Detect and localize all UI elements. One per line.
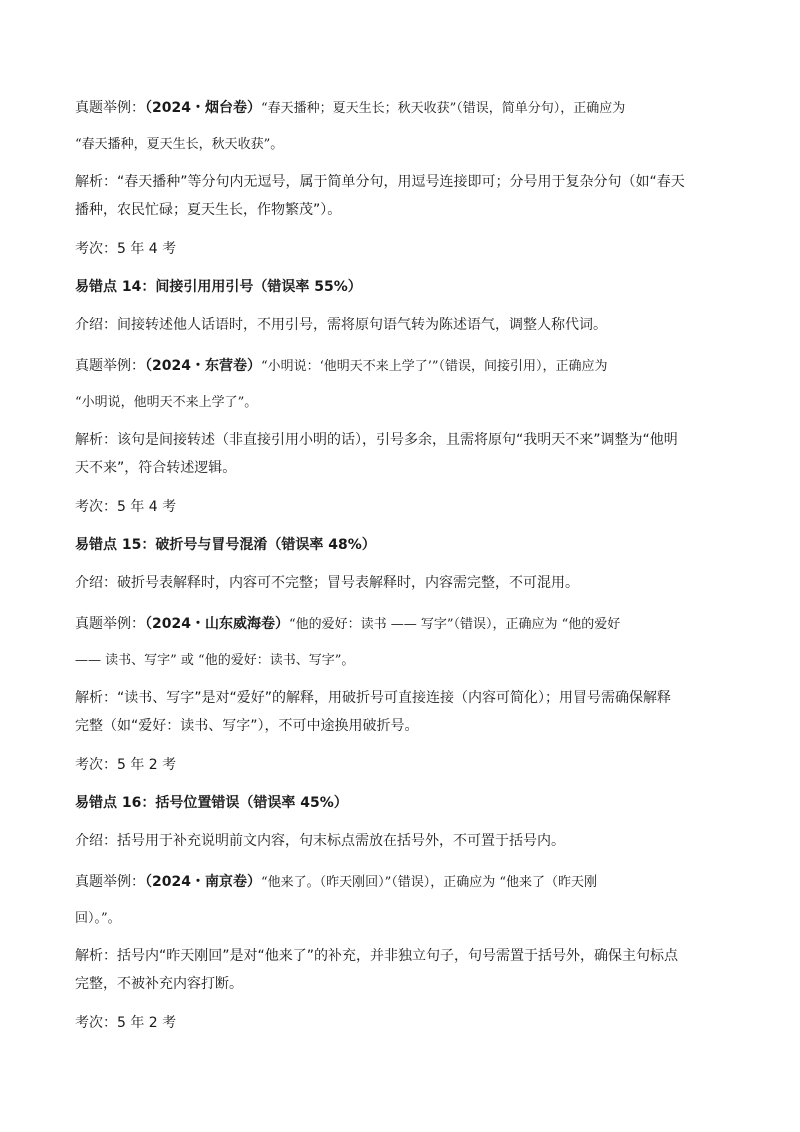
intro-line: 介绍：破折号表解释时，内容可不完整；冒号表解释时，内容需完整，不可混用。 (75, 575, 579, 591)
example-prefix: 真题举例： (75, 100, 145, 116)
error-point-heading: 易错点 15：破折号与冒号混淆（错误率 48%） (75, 537, 376, 553)
example-source: （2024・烟台卷） (145, 100, 261, 116)
frequency-line: 考次：5 年 2 考 (75, 757, 177, 773)
example-text-cont: 回）。”。 (75, 911, 121, 926)
example-text: “春天播种；夏天生长；秋天收获”（错误，简单分句），正确应为 (260, 101, 626, 116)
example-text: “他的爱好：读书 —— 写字”（错误），正确应为 “他的爱好 (288, 617, 621, 632)
example-text: “他来了。（昨天刚回）”（错误），正确应为 “他来了（昨天刚 (260, 875, 598, 890)
frequency-line: 考次：5 年 4 考 (75, 499, 177, 515)
example-prefix: 真题举例： (75, 874, 145, 890)
analysis-line: 解析：“读书、写字”是对“爱好”的解释，用破折号可直接连接（内容可简化）；用冒号需确保解释 (75, 690, 672, 706)
intro-line: 介绍：括号用于补充说明前文内容，句末标点需放在括号外，不可置于括号内。 (75, 833, 565, 849)
example-line (75, 614, 735, 635)
frequency-line: 考次：5 年 4 考 (75, 241, 177, 257)
intro-line: 介绍：间接转述他人话语时，不用引号，需将原句语气转为陈述语气，调整人称代词。 (75, 317, 607, 333)
example-prefix: 真题举例： (75, 616, 145, 632)
error-point-heading: 易错点 16：括号位置错误（错误率 45%） (75, 795, 348, 811)
example-prefix: 真题举例： (75, 358, 145, 374)
analysis-line-cont: 完整（如“爱好：读书、写字”），不可中途换用破折号。 (75, 718, 419, 734)
analysis-line: 解析：该句是间接转述（非直接引用小明的话），引号多余，且需将原句“我明天不来”调整为“他明 (75, 432, 678, 448)
example-line (75, 872, 735, 893)
analysis-line-cont: 完整，不被补充内容打断。 (75, 976, 243, 992)
example-text-cont: —— 读书、写字” 或 “他的爱好：读书、写字”。 (75, 653, 355, 668)
example-source: （2024・东营卷） (145, 358, 261, 374)
example-text-cont: “春天播种，夏天生长，秋天收获”。 (75, 137, 284, 152)
example-source: （2024・南京卷） (145, 874, 261, 890)
example-line (75, 98, 735, 119)
analysis-line-cont: 播种，农民忙碌；夏天生长，作物繁茂”）。 (75, 202, 342, 218)
example-text: “小明说：‘他明天不来上学了’”（错误，间接引用），正确应为 (260, 359, 608, 374)
analysis-line: 解析：“春天播种”等分句内无逗号，属于简单分句，用逗号连接即可；分号用于复杂分句（如“春天 (75, 174, 685, 190)
example-line (75, 356, 735, 377)
frequency-line: 考次：5 年 2 考 (75, 1015, 177, 1031)
analysis-line: 解析：括号内“昨天刚回”是对“他来了”的补充，并非独立句子，句号需置于括号外，确保主句标点 (75, 948, 679, 964)
example-text-cont: “小明说，他明天不来上学了”。 (75, 395, 258, 410)
example-source: （2024・山东威海卷） (145, 616, 289, 632)
analysis-line-cont: 天不来”，符合转述逻辑。 (75, 460, 237, 476)
error-point-heading: 易错点 14：间接引用用引号（错误率 55%） (75, 279, 362, 295)
